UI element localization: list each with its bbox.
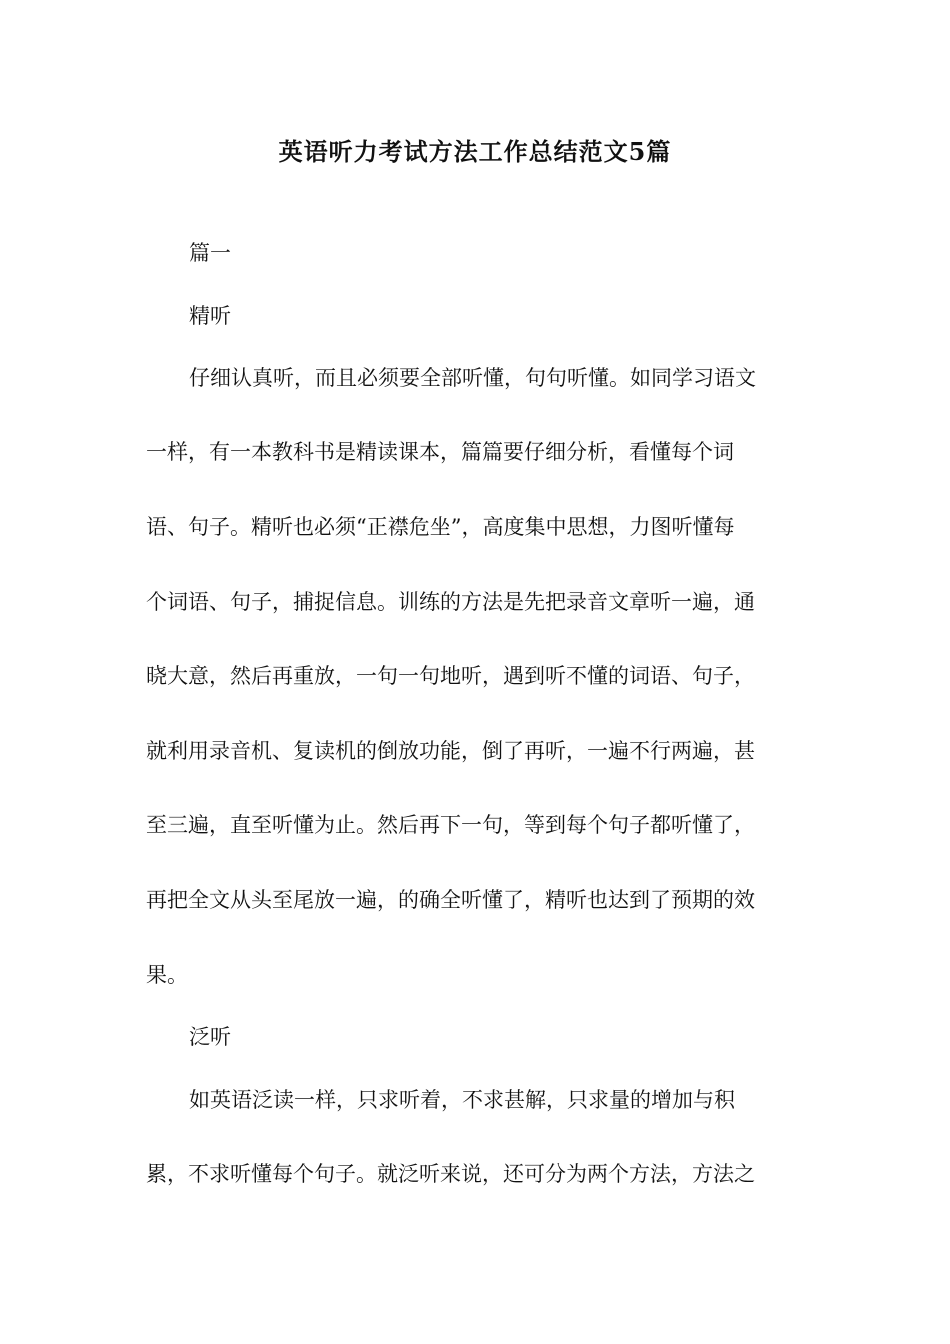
paragraph-line: 果。 [146, 963, 188, 987]
paragraph-line: 就利用录音机、复读机的倒放功能，倒了再听，一遍不行两遍，甚 [146, 739, 755, 763]
subheading-intensive-listening: 精听 [189, 304, 231, 328]
paragraph-line: 仔细认真听，而且必须要全部听懂，句句听懂。如同学习语文 [189, 366, 756, 390]
section-heading: 篇一 [189, 241, 231, 265]
paragraph-line: 再把全文从头至尾放一遍，的确全听懂了，精听也达到了预期的效 [146, 888, 755, 912]
paragraph-line: 至三遍，直至听懂为止。然后再下一句，等到每个句子都听懂了， [146, 813, 755, 837]
paragraph-line: 一样，有一本教科书是精读课本，篇篇要仔细分析，看懂每个词 [146, 440, 734, 464]
paragraph-line: 累，不求听懂每个句子。就泛听来说，还可分为两个方法，方法之 [146, 1162, 755, 1186]
paragraph-line: 语、句子。精听也必须“正襟危坐”，高度集中思想，力图听懂每 [146, 515, 735, 539]
subheading-extensive-listening: 泛听 [189, 1025, 231, 1049]
paragraph-line: 如英语泛读一样，只求听着，不求甚解，只求量的增加与积 [189, 1088, 735, 1112]
paragraph-line: 个词语、句子，捕捉信息。训练的方法是先把录音文章听一遍，通 [146, 590, 755, 614]
document-title: 英语听力考试方法工作总结范文5篇 [278, 137, 672, 166]
paragraph-line: 晓大意，然后再重放，一句一句地听，遇到听不懂的词语、句子， [146, 664, 755, 688]
